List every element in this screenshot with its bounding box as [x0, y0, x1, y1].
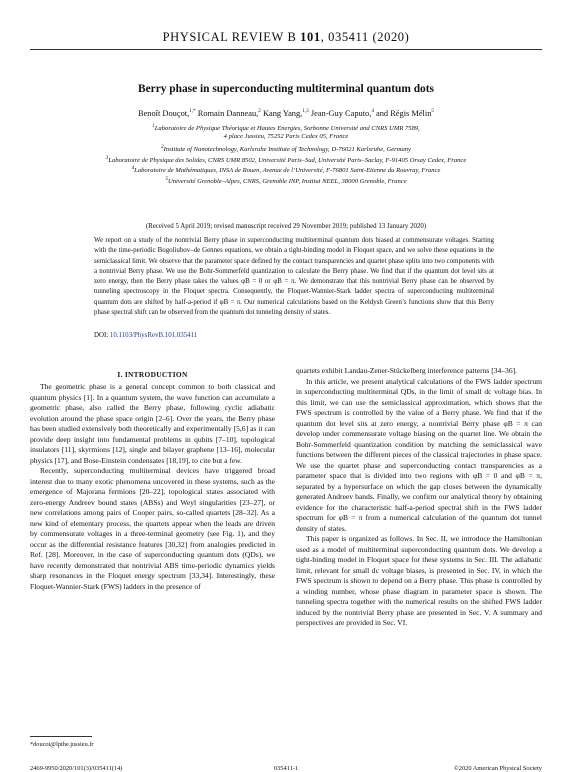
- left-column: [30, 382, 275, 592]
- author-sup: 1,3: [302, 108, 309, 114]
- author-name: and Régis Mélin: [373, 108, 432, 118]
- affiliation-text: Laboratoire de Physique des Solides, CNRS UMR 8502, Université Paris–Sud, Université Paris–Saclay, F-91405 Orsay Cedex, France: [108, 156, 467, 164]
- paragraph: Recently, superconducting multiterminal devices have triggered broad interest due to many exotic phenomena uncovered in these systems, such as the emergence of Majorana fermions [20–22], topological states associated with zero-energy Andreev bound states (ABSs) and Weyl singularities [23–27], or new correlations among pairs of Cooper pairs, so-called quartets [28–32]. As a new kind of elementary process, the quartets appear when the leads are driven by commensurate voltages in a three-terminal geometry (see Fig. 1), and they occur as the differential resistance features [30,32] from analogies predicted in Ref. [28]. Moreover, in the case of superconducting quantum dots (QDs), we have recently demonstrated that nontrivial ABS time-periodic dynamics yields sharp resonances in the Floquet energy spectrum [33,34]. Interestingly, these Floquet-Wannier-Stark (FWS) ladders in the presence of: [30, 466, 275, 591]
- paragraph: quartets exhibit Landau-Zener-Stückelberg interference patterns [34–36].: [296, 366, 517, 375]
- affiliation-sup: 2: [161, 144, 164, 150]
- affiliation-sup: 5: [165, 175, 168, 182]
- affiliation-text: 4 place Jussieu, 75252 Paris Cedex 05, France: [223, 132, 349, 140]
- affiliation-sup: 3: [105, 154, 109, 161]
- paper-title: Berry phase in superconducting multiterminal quantum dots: [138, 83, 434, 95]
- journal-name: PHYSICAL REVIEW B: [162, 30, 297, 44]
- abstract-text: We report on a study of the nontrivial Berry phase in superconducting multiterminal quantum dots biased at commensurate voltages. Starting with the time-periodic Bogoliubov–de Gennes equations, we obtain a tight-binding model in Floquet space, and we solve these equations in the semiclassical limit. We observe that the parameter space defined by the contact transparencies and quartet phase splits into two components with a nontrivial Berry phase. We use the Bohr-Sommerfeld quantization to calculate the Berry phase. We find that if the quantum dot level sits at zero energy, then the Berry phase takes the values φB = 0 or φB = π. We demonstrate that this nontrivial Berry phase can be observed by tunneling spectroscopy in the Floquet spectra. Consequently, the Floquet-Wannier-Stark ladder spectra of superconducting multiterminal quantum dots are shifted by half-a-period if φB = π. Our numerical calculations based on the Keldysh Green’s functions show that this Berry phase spectral shift can be observed from the quantum dot tunneling density of states.: [94, 237, 494, 317]
- author-name: Romain Danneau,: [195, 108, 259, 118]
- journal-header: [0, 30, 572, 45]
- footnote-rule: [30, 736, 92, 737]
- footer-issn: 2469-9950/2020/101(3)/035411(14): [30, 765, 123, 772]
- footer-copyright: ©2020 American Physical Society: [453, 765, 542, 772]
- paragraph: In this article, we present analytical calculations of the FWS ladder spectrum in superconducting multiterminal QDs, in the limit of small dc voltage bias. In this limit, we can use the semiclassical approximation, which shows that the FWS spectrum is controlled by the value of a Berry phase. We find that if the quantum dot level sits at zero energy, a nontrivial Berry phase φB = π can develop under commensurate voltage biasing on the quartet line. We obtain the Bohr-Sommerfeld quantization condition by matching the semiclassical wave functions between the different pieces of the classical trajectories in phase space. We use the quartet phase and superconducting contact transparencies as a parameter space that is divided into two regions with φB = 0 and φB = π, separated by a hypersurface on which the gap closes between the dynamically generated Andreev bands. Finally, we confirm our analytical theory by obtaining evidence for the characteristic half-a-period spectral shift in the FWS ladder spectrum for φB = π from a numerical calculation of the quantum dot tunnel density of states.: [296, 376, 542, 533]
- affiliation-5: [0, 174, 572, 188]
- doi-link[interactable]: 10.1103/PhysRevB.101.035411: [109, 332, 198, 339]
- author-list: [0, 108, 572, 118]
- author-name: Kang Yang,: [260, 108, 303, 118]
- affiliation-text: Laboratoire de Mathématiques, INSA de Rouen, Avenue de l’Université, F-76801 Saint-Etienne du Rouvray, France: [134, 167, 441, 175]
- affiliation-sup: 4: [131, 165, 135, 171]
- author-sup: 1,*: [189, 108, 196, 114]
- affiliation-sup: 1: [152, 123, 155, 129]
- author-sup: 4: [371, 108, 374, 114]
- paragraph: This paper is organized as follows. In Sec. II, we introduce the Hamiltonian used as a model of multiterminal superconducting quantum dots. We develop a tight-binding model in Floquet space for these systems in Sec. III. The adiabatic limit, relevant for small dc voltage biases, is presented in Sec. IV, in which the FWS spectrum is shown to depend on a Berry phase. This phase is controlled by a winding number, whose phase diagram in parameter space is shown. The tunneling spectra together with the numerical results on the shifted FWS ladder induced by the nontrivial Berry phase are presented in Sec. V. A summary and perspectives are provided in Sec. VI.: [296, 534, 542, 627]
- footnote: *doucot@lpthe.jussieu.fr: [30, 741, 94, 748]
- affiliation-text: Institute of Nanotechnology, Karlsruhe Institute of Technology, D-76021 Karlsruhe, Germany: [163, 146, 411, 154]
- author-sup: 2: [258, 108, 261, 114]
- journal-volume: 101: [300, 30, 321, 44]
- section-heading: I. INTRODUCTION: [117, 370, 188, 379]
- doi-label: DOI:: [94, 332, 110, 339]
- author-name: Benoît Douçot,: [138, 108, 190, 118]
- affiliation-1b: [0, 132, 572, 142]
- header-rule: [30, 49, 542, 50]
- received-dates: (Received 5 April 2019; revised manuscript received 29 November 2019; published 13 January 2020): [145, 223, 427, 230]
- footer-page: 035411-1: [273, 765, 299, 772]
- author-sup: 5: [431, 108, 434, 114]
- doi-line: [94, 332, 197, 339]
- paragraph: The geometric phase is a general concept common to both classical and quantum physics [1]. In a quantum system, the wave function can accumulate a geometric phase, also called the Berry phase, following cyclic adiabatic evolution around the phase space origin [2–6]. Over the years, the Berry phase has been studied extensively both theoretically and experimentally [5,6] as it can provide deep insight into fundamental problems in qubits [7–10], topological insulators [11], skyrmions [12], single and bilayer graphene [13–16], molecular physics [17], and Bose-Einstein condensates [18,19], to cite but a few.: [30, 382, 275, 465]
- right-column: [296, 366, 542, 629]
- abstract: [94, 236, 494, 318]
- affiliation-text: Laboratoire de Physique Théorique et Hautes Energies, Sorbonne Université and CNRS UMR 7589,: [154, 125, 420, 133]
- author-name: Jean-Guy Caputo,: [308, 108, 372, 118]
- affiliation-text: Université Grenoble–Alpes, CNRS, Grenoble INP, Institut NEEL, 38000 Grenoble, France: [167, 177, 407, 185]
- journal-citation: , 035411 (2020): [320, 30, 410, 44]
